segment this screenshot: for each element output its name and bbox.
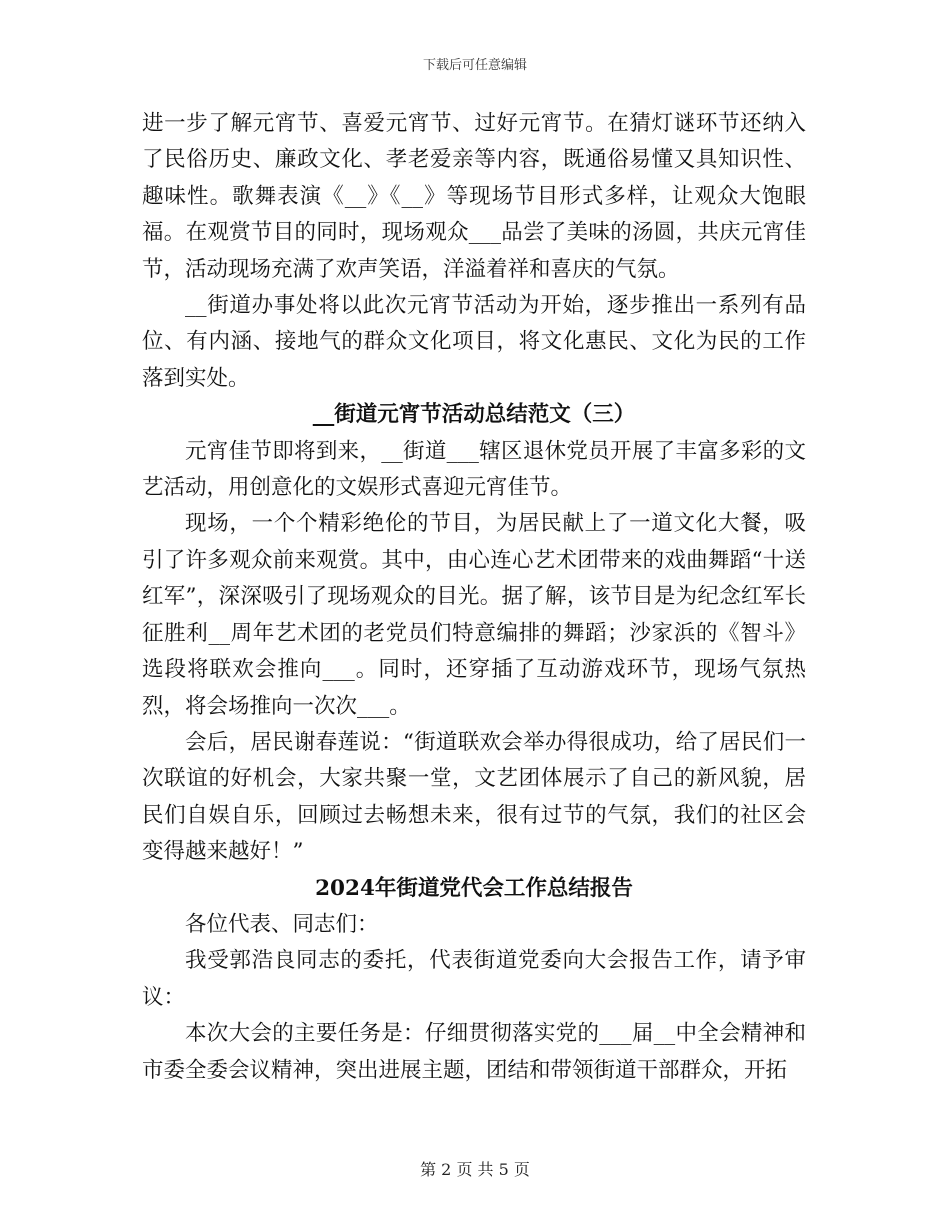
paragraph: 元宵佳节即将到来，__街道___辖区退休党员开展了丰富多彩的文艺活动，用创意化的文娱形式喜迎元宵佳节。 (142, 438, 806, 501)
paragraph: 进一步了解元宵节、喜爱元宵节、过好元宵节。在猜灯谜环节还纳入了民俗历史、廉政文化、孝老爱亲等内容，既通俗易懂又具知识性、趣味性。歌舞表演《__》《__》等现场节目形式多样，让观众大饱眼福。在观赏节目的同时，现场观众___品尝了美味的汤圆，共庆元宵佳节，活动现场充满了欢声笑语，洋溢着祥和喜庆的气氛。 (142, 111, 806, 282)
document-body (142, 106, 806, 1089)
section-heading: __街道元宵节活动总结范文（三） (312, 402, 636, 428)
page-number: 第 2 页 共 5 页 (420, 1160, 530, 1179)
paragraph: 本次大会的主要任务是：仔细贯彻落实党的___届__中全会精神和市委全委会议精神，突出进展主题，团结和带领街道干部群众，开拓 (142, 1021, 806, 1083)
section-heading: 2024年街道党代会工作总结报告 (315, 875, 633, 901)
paragraph: __街道办事处将以此次元宵节活动为开始，逐步推出一系列有品位、有内涵、接地气的群众文化项目，将文化惠民、文化为民的工作落到实处。 (142, 293, 806, 391)
paragraph: 我受郭浩良同志的委托，代表街道党委向大会报告工作，请予审议： (142, 948, 806, 1010)
paragraph: 现场，一个个精彩绝伦的节目，为居民献上了一道文化大餐，吸引了许多观众前来观赏。其中，由心连心艺术团带来的戏曲舞蹈“十送红军”，深深吸引了现场观众的目光。据了解，该节目是为纪念红军长征胜利__周年艺术团的老党员们特意编排的舞蹈；沙家浜的《智斗》选段将联欢会推向___。同时，还穿插了互动游戏环节，现场气氛热烈，将会场推向一次次___。 (142, 511, 806, 719)
paragraph: 各位代表、同志们： (185, 911, 379, 937)
paragraph: 会后，居民谢春莲说：“街道联欢会举办得很成功，给了居民们一次联谊的好机会，大家共聚一堂，文艺团体展示了自己的新风貌，居民们自娱自乐，回顾过去畅想未来，很有过节的气氛，我们的社区会变得越来越好！” (142, 729, 806, 865)
header-note: 下载后可任意编辑 (422, 58, 527, 73)
